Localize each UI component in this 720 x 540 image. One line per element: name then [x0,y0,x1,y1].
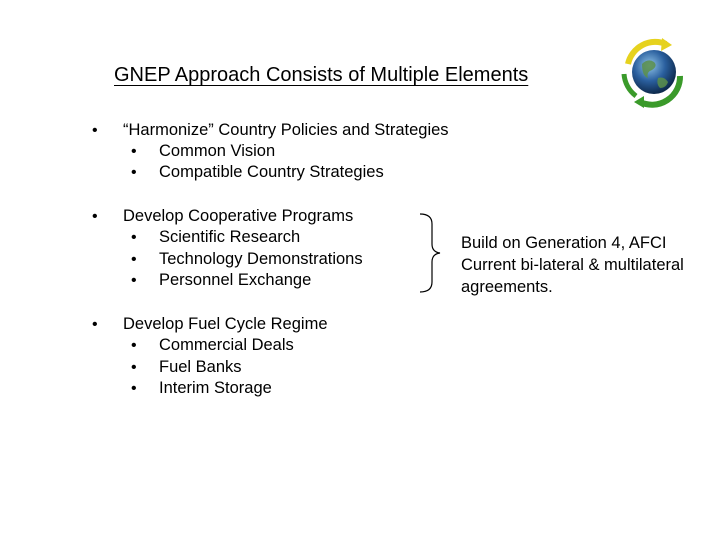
globe-arrows-icon [616,34,692,110]
sub-bullet-dot: • [131,359,137,376]
sub-bullet-dot: • [131,164,137,181]
bullet-dot: • [92,208,98,225]
sub-bullet-dot: • [131,380,137,397]
bullet-dot: • [92,122,98,139]
side-note [461,232,684,298]
sub-item: Commercial Deals [159,336,294,354]
sub-bullet-dot: • [131,337,137,354]
sub-item: Scientific Research [159,228,301,246]
slide-title: GNEP Approach Consists of Multiple Elements [114,64,529,86]
section-heading: Develop Fuel Cycle Regime [123,315,328,333]
sub-bullet-dot: • [131,143,137,160]
bullet-dot: • [92,316,98,333]
side-note-line: Build on Generation 4, AFCI [461,234,667,252]
side-note-line: agreements. [461,278,553,296]
sub-bullet-dot: • [131,229,137,246]
sub-item: Fuel Banks [159,358,242,376]
sub-item: Technology Demonstrations [159,250,363,268]
curly-brace-icon [418,212,458,294]
section-heading: “Harmonize” Country Policies and Strategies [123,121,449,139]
sub-item: Compatible Country Strategies [159,163,384,181]
sub-item: Personnel Exchange [159,271,312,289]
sub-item: Common Vision [159,142,276,160]
side-note-line: Current bi-lateral & multilateral [461,256,684,274]
section-heading: Develop Cooperative Programs [123,207,354,225]
sub-item: Interim Storage [159,379,272,397]
sub-bullet-dot: • [131,272,137,289]
sub-bullet-dot: • [131,251,137,268]
